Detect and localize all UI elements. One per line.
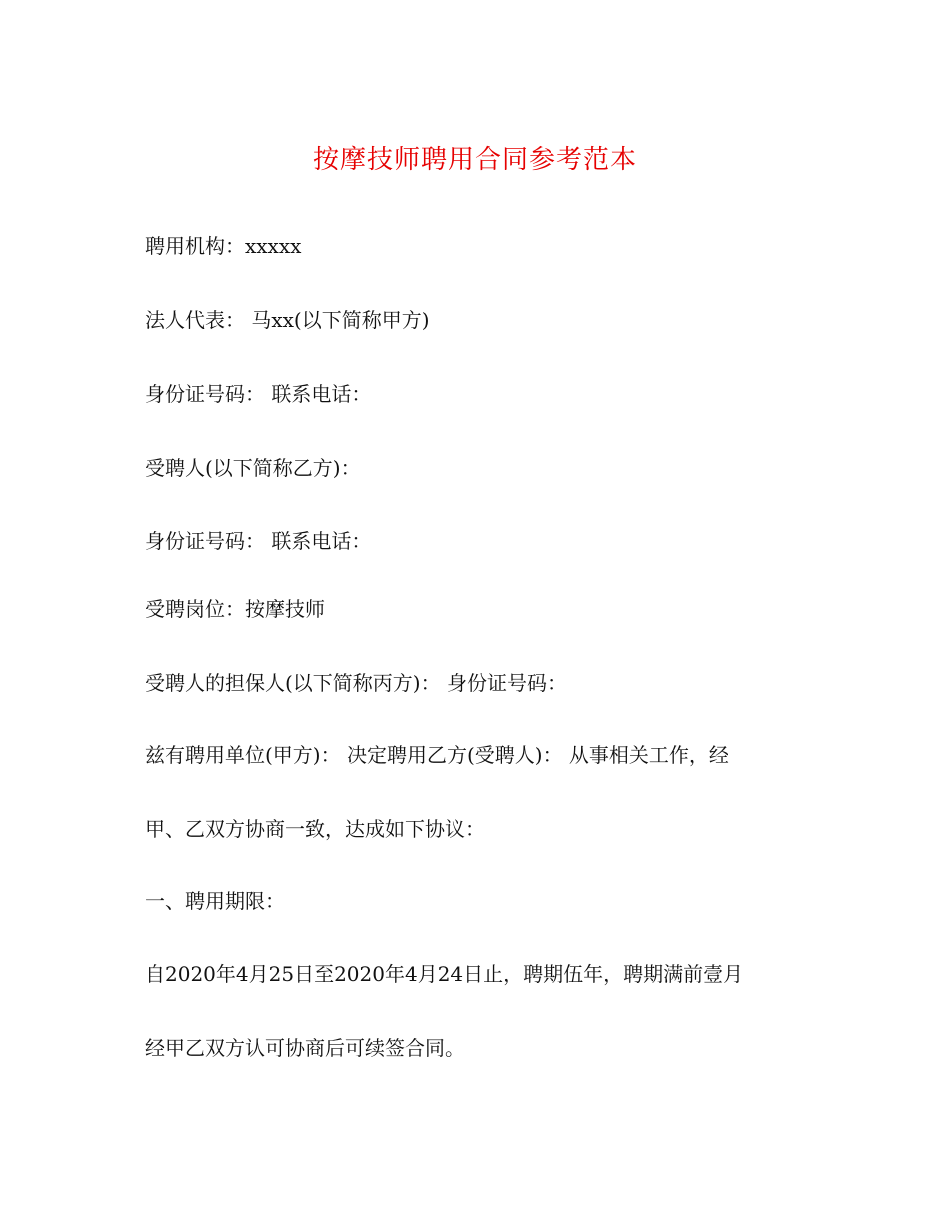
document-title: 按摩技师聘用合同参考范本 — [312, 145, 637, 175]
position-line: 受聘岗位：按摩技师 — [145, 597, 325, 621]
section-1-heading: 一、聘用期限： — [145, 889, 285, 913]
legal-representative-line: 法人代表： 马xx(以下简称甲方) — [145, 308, 430, 332]
term-line-2: 经甲乙双方认可协商后可续签合同。 — [145, 1036, 465, 1060]
employee-line: 受聘人(以下简称乙方)： — [145, 456, 361, 480]
employer-line: 聘用机构：xxxxx — [145, 234, 302, 258]
party-b-id-phone-line: 身份证号码： 联系电话： — [145, 529, 372, 553]
party-a-id-phone-line: 身份证号码： 联系电话： — [145, 382, 372, 406]
agreement-intro-line-2: 甲、乙双方协商一致，达成如下协议： — [145, 817, 485, 841]
term-line-1: 自2020年4月25日至2020年4月24日止，聘期伍年，聘期满前壹月 — [145, 962, 744, 986]
guarantor-line: 受聘人的担保人(以下简称丙方)： 身份证号码： — [145, 671, 567, 695]
agreement-intro-line-1: 兹有聘用单位(甲方)： 决定聘用乙方(受聘人)： 从事相关工作，经 — [145, 743, 729, 767]
